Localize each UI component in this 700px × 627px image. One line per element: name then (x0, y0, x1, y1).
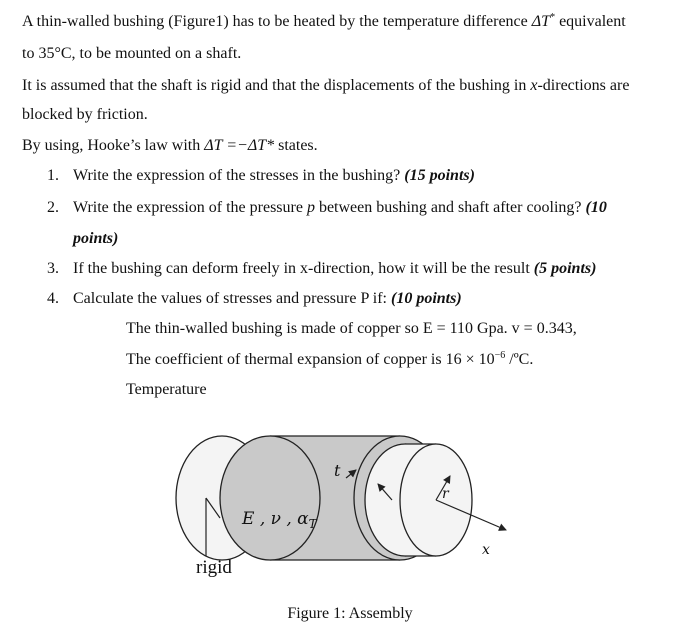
intro-text-3b: -directions are (537, 77, 630, 94)
question-points: (10 (585, 199, 607, 216)
intro-line-1 (22, 12, 626, 32)
question-2-points-cont: points) (73, 230, 119, 247)
intro-line-4: blocked by friction. (22, 106, 148, 123)
p-variable: p (306, 199, 315, 216)
figure-caption: Figure 1: Assembly (287, 605, 413, 622)
question-number: 3. (47, 260, 59, 277)
label-r: r (442, 486, 449, 502)
label-rigid: rigid (196, 557, 232, 578)
exponent: −6 (494, 350, 506, 361)
label-props-sub: T (308, 517, 317, 531)
intro-line-5 (22, 136, 318, 156)
intro-text-5a: By using, Hooke’s law with (22, 137, 205, 154)
question-text: between bushing and shaft after cooling? (314, 199, 586, 216)
intro-line-3 (22, 76, 629, 96)
question-2 (47, 198, 607, 218)
intro-line-2: to 35°C, to be mounted on a shaft. (22, 45, 242, 62)
label-props-main: E , ν , α (242, 509, 309, 529)
intro-text-1b: equivalent (555, 13, 626, 30)
question-number: 1. (47, 167, 59, 184)
label-material-props (241, 509, 318, 531)
question-text: Write the expression of the pressure (73, 199, 307, 216)
bushing-left-end (220, 436, 320, 560)
question-number: 4. (47, 290, 59, 307)
detail-line-1: The thin-walled bushing is made of copper so E = 110 Gpa. v = 0.343, (126, 320, 577, 337)
label-x: x (482, 542, 490, 558)
question-4 (47, 289, 462, 309)
detail-text-2b: /ºC. (505, 351, 534, 368)
question-text: Write the expression of the stresses in the bushing? (73, 167, 405, 184)
hooke-equation: ΔT =−ΔT* (204, 137, 275, 154)
question-points: (10 points) (390, 290, 462, 307)
detail-text-2a: The coefficient of thermal expansion of copper is 16 × 10 (126, 351, 495, 368)
delta-t-symbol: ΔT (531, 13, 551, 30)
assembly-figure (160, 418, 540, 598)
question-number: 2. (47, 199, 59, 216)
detail-line-2 (126, 350, 533, 370)
question-points: (15 points) (404, 167, 475, 184)
question-points: (5 points) (533, 260, 597, 277)
delta-t-star: * (550, 12, 556, 23)
intro-text-1a: A thin-walled bushing (Figure1) has to be heated by the temperature difference (22, 13, 532, 30)
question-1 (47, 166, 475, 186)
detail-line-3: Temperature (126, 381, 207, 398)
intro-text-3a: It is assumed that the shaft is rigid and that the displacements of the bushing in (22, 77, 531, 94)
intro-text-5b: states. (274, 137, 318, 154)
question-text: If the bushing can deform freely in x-direction, how it will be the result (73, 260, 534, 277)
label-t: t (334, 461, 341, 480)
question-text: Calculate the values of stresses and pressure P if: (73, 290, 391, 307)
x-variable: x (530, 77, 538, 94)
question-3 (47, 259, 596, 279)
